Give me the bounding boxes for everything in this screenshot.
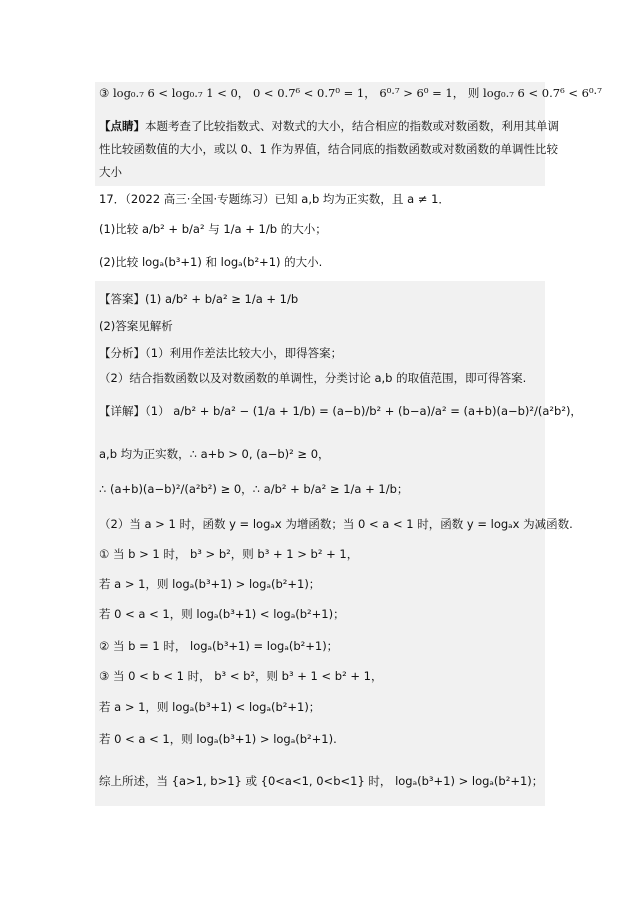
problem-heading: 17．（2022 高三·全国·专题练习）已知 a,b 均为正实数，且 a ≠ 1． [99, 192, 450, 206]
problem-part-1: (1)比较 a/b² + b/a² 与 1/a + 1/b 的大小； [99, 222, 327, 236]
key-point-line-2: 性比较函数值的大小，或以 0、1 作为界值，结合同底的指数函数或对数函数的单调性比较 [99, 142, 558, 156]
detail-line-11: 若 0 < a < 1，则 logₐ(b³+1) > logₐ(b²+1). [99, 732, 337, 746]
detail-line-1: 【详解】（1） a/b² + b/a² − (1/a + 1/b) = (a−b)/b² + (b−a)/a² = (a+b)(a−b)²/(a²b²)， [99, 404, 582, 418]
answer-part-1: 【答案】(1) a/b² + b/a² ≥ 1/a + 1/b [99, 292, 299, 306]
analysis-line-1: 【分析】（1）利用作差法比较大小，即得答案； [99, 346, 343, 360]
detail-line-7: 若 0 < a < 1，则 logₐ(b³+1) < logₐ(b²+1)； [99, 607, 345, 621]
detail-line-5: ① 当 b > 1 时， b³ > b²，则 b³ + 1 > b² + 1， [99, 547, 359, 561]
key-point-tag: 【点睛】 [99, 119, 145, 133]
detail-line-10: 若 a > 1，则 logₐ(b³+1) < logₐ(b²+1)； [99, 700, 321, 714]
detail-line-2: a,b 均为正实数，∴ a+b > 0, (a−b)² ≥ 0， [99, 447, 330, 461]
detail-line-4: （2）当 a > 1 时，函数 y = logₐx 为增函数；当 0 < a < 1 时，函数 y = logₐx 为减函数. [99, 517, 573, 531]
detail-line-9: ③ 当 0 < b < 1 时， b³ < b²，则 b³ + 1 < b² + 1， [99, 669, 383, 683]
key-point-text-1: 本题考查了比较指数式、对数式的大小，结合相应的指数或对数函数，利用其单调 [145, 119, 559, 133]
detail-line-12: 综上所述，当 {a>1, b>1} 或 {0<a<1, 0<b<1} 时， logₐ(b³+1) > logₐ(b²+1)； [99, 774, 544, 788]
key-point-line-3: 大小 [99, 165, 122, 179]
solution-line-3: ③ log₀.₇ 6 < log₀.₇ 1 < 0， 0 < 0.7⁶ < 0.7⁰ = 1， 6⁰·⁷ > 6⁰ = 1， 则 log₀.₇ 6 < 0.7⁶ < 6⁰·⁷ [99, 86, 602, 100]
analysis-line-2: （2）结合指数函数以及对数函数的单调性，分类讨论 a,b 的取值范围，即可得答案. [99, 371, 527, 385]
key-point-line-1 [99, 117, 559, 135]
detail-line-8: ② 当 b = 1 时， logₐ(b³+1) = logₐ(b²+1)； [99, 639, 339, 653]
answer-part-2: (2)答案见解析 [99, 319, 173, 333]
detail-line-3: ∴ (a+b)(a−b)²/(a²b²) ≥ 0，∴ a/b² + b/a² ≥ 1/a + 1/b； [99, 482, 409, 496]
detail-line-6: 若 a > 1，则 logₐ(b³+1) > logₐ(b²+1)； [99, 577, 321, 591]
problem-part-2: (2)比较 logₐ(b³+1) 和 logₐ(b²+1) 的大小. [99, 255, 323, 269]
